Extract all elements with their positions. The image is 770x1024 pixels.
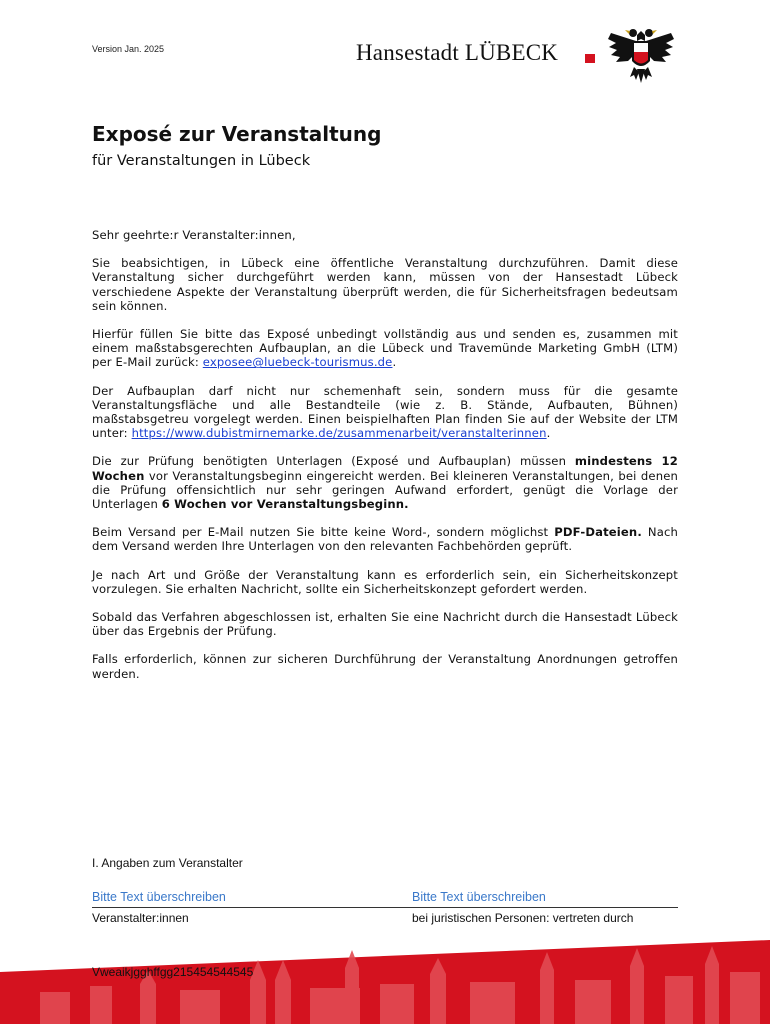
intro-text bbox=[92, 228, 678, 695]
paragraph-plan: Der Aufbauplan darf nicht nur schemenhaft sein, sondern muss für die gesamte Veranstaltungsfläche und alle Bestandteile (wie z. B. Stände, Aufbauten, Bühnen) maßstabsgetreu vorgelegt werden. Einen beispielhaften Plan finden Sie auf der Website der LTM unter: https://www.dubistmirnemarke.de/zusammenarbeit/veranstalterinnen. bbox=[92, 383, 678, 441]
representative-field[interactable]: Bitte Text überschreiben bbox=[412, 890, 546, 904]
brand-square-mark bbox=[585, 54, 595, 63]
paragraph-format: Beim Versand per E-Mail nutzen Sie bitte keine Word-, sondern möglichst PDF-Dateien. Nach dem Versand werden Ihre Unterlagen von den relevanten Fachbehörden geprüft. bbox=[92, 525, 678, 554]
paragraph-purpose: Sie beabsichtigen, in Lübeck eine öffentliche Veranstaltung durchzuführen. Damit diese Veranstaltung sicher durchgeführt werden kann, müssen von der Hansestadt Lübeck verschiedene Aspekte der Veranstaltung überprüft werden, die für Sicherheitsfragen bedeutsam sein können. bbox=[92, 256, 678, 313]
representative-label: bei juristischen Personen: vertreten durch bbox=[412, 911, 634, 925]
brand-wordmark: Hansestadt LÜBECK bbox=[356, 40, 559, 65]
footer-text: Vweaikjgghffgg215454544545 bbox=[92, 965, 254, 979]
section-heading: I. Angaben zum Veranstalter bbox=[92, 856, 243, 870]
field-underline bbox=[92, 907, 678, 908]
paragraph-security-concept: Je nach Art und Größe der Veranstaltung kann es erforderlich sein, ein Sicherheitskonzept vorzulegen. Sie erhalten Nachricht, sollte ein Sicherheitskonzept gefordert werden. bbox=[92, 567, 678, 596]
paragraph-orders: Falls erforderlich, können zur sicheren Durchführung der Veranstaltung Anordnungen getroffen werden. bbox=[92, 652, 678, 681]
eagle-coat-of-arms-icon bbox=[606, 25, 676, 85]
page-subtitle: für Veranstaltungen in Lübeck bbox=[92, 153, 311, 169]
greeting: Sehr geehrte:r Veranstalter:innen, bbox=[92, 228, 296, 242]
page-title: Exposé zur Veranstaltung bbox=[92, 122, 382, 146]
paragraph-deadline: Die zur Prüfung benötigten Unterlagen (Exposé und Aufbauplan) müssen mindestens 12 Wochen vor Veranstaltungsbeginn eingereicht werden. Bei kleineren Veranstaltungen, bei denen die Prüfung offensichtlich nur sehr geringen Aufwand erfordert, genügt die Vorlage der Unterlagen 6 Wochen vor Veranstaltungsbeginn. bbox=[92, 454, 678, 512]
organizer-label: Veranstalter:innen bbox=[92, 911, 189, 925]
paragraph-result: Sobald das Verfahren abgeschlossen ist, erhalten Sie eine Nachricht durch die Hansestadt Lübeck über das Ergebnis der Prüfung. bbox=[92, 610, 678, 639]
email-link[interactable]: exposee@luebeck-tourismus.de bbox=[202, 355, 393, 370]
organizer-field[interactable]: Bitte Text überschreiben bbox=[92, 890, 226, 904]
version-label: Version Jan. 2025 bbox=[92, 44, 165, 54]
website-link[interactable]: https://www.dubistmirnemarke.de/zusammenarbeit/veranstalterinnen bbox=[131, 426, 547, 441]
paragraph-submission: Hierfür füllen Sie bitte das Exposé unbedingt vollständig aus und senden es, zusammen mit einem maßstabsgerechten Aufbauplan, an die Lübeck und Travemünde Marketing GmbH (LTM) per E-Mail zurück: exposee@luebeck-tourismus.de. bbox=[92, 327, 678, 370]
